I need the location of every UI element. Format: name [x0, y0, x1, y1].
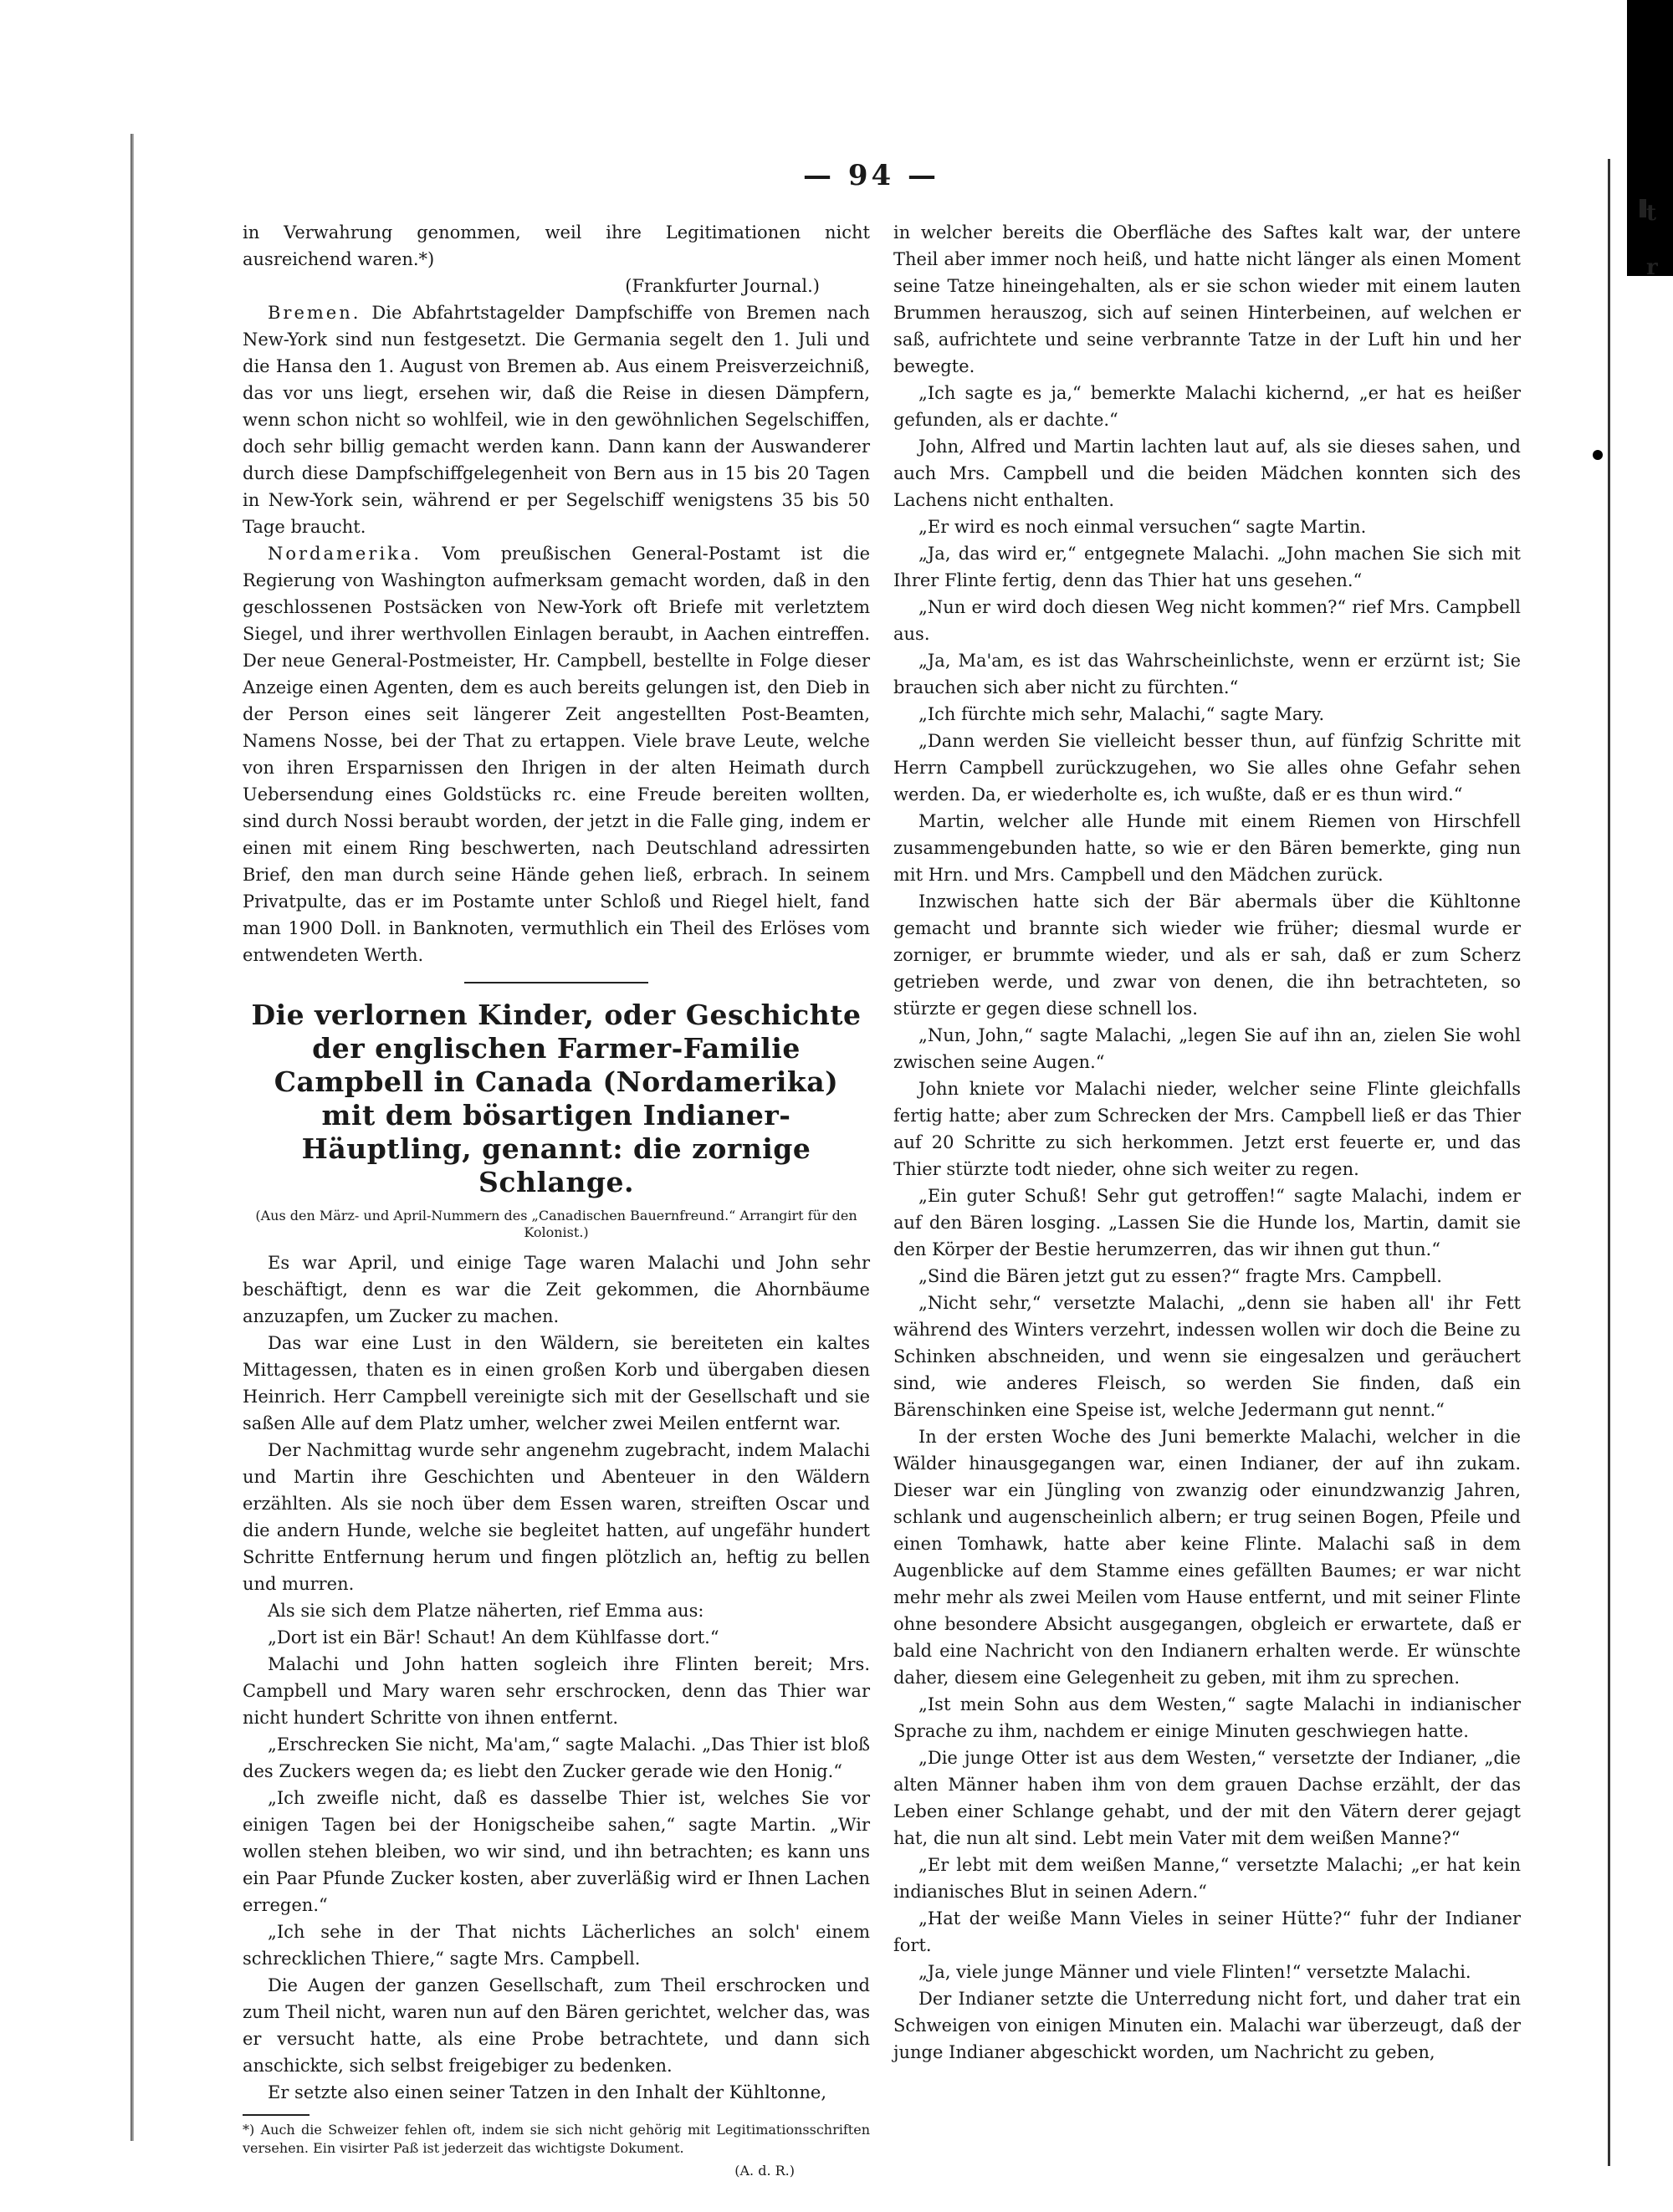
story-paragraph: „Die junge Otter ist aus dem Westen,“ versetzte der Indianer, „die alten Männer haben ihm von dem grauen Dachse erzählt, der das Leben einer Schlange gehabt, und der mit den Vätern derer gejagt hat, die nun alt sind. Lebt mein Vater mit dem weißen Manne?“ — [893, 1748, 1521, 1848]
scan-mark — [1593, 450, 1603, 460]
left-column — [243, 219, 870, 2184]
scan-left-edge — [130, 134, 134, 2141]
scan-right-line — [1608, 159, 1610, 2166]
story-paragraph: Das war eine Lust in den Wäldern, sie bereiteten ein kaltes Mittagessen, thaten es in einen großen Korb und übergaben diesen Heinrich. Herr Campbell vereinigte sich mit der Gesellschaft und sie saßen Alle auf dem Platz umher, welcher zwei Meilen entfernt war. — [243, 1333, 870, 1433]
news-item-nordamerika — [243, 540, 870, 968]
story-paragraph: Es war April, und einige Tage waren Malachi und John sehr beschäftigt, denn es war die Zeit gekommen, die Ahornbäume anzuzapfen, um Zucker zu machen. — [243, 1253, 870, 1326]
story-paragraph: „Ich fürchte mich sehr, Malachi,“ sagte Mary. — [918, 704, 1325, 724]
story-paragraph: Martin, welcher alle Hunde mit einem Riemen von Hirschfell zusammengebunden hatte, so wie er den Bären bemerkte, ging nun mit Hrn. und Mrs. Campbell und den Mädchen zurück. — [893, 811, 1521, 885]
story-paragraph: „Ja, viele junge Männer und viele Flinten!“ versetzte Malachi. — [918, 1962, 1471, 1982]
scan-right-bar — [1627, 0, 1673, 276]
story-source-note: (Aus den März- und April-Nummern des „Canadischen Bauernfreund.“ Arrangirt für den Kolonist.) — [255, 1208, 857, 1240]
footnote: *) Auch die Schweizer fehlen oft, indem sie sich nicht gehörig mit Legitimationsschriften versehen. Ein visirter Paß ist jederzeit das wichtigste Dokument. — [243, 2122, 870, 2156]
scan-mark — [1640, 199, 1646, 217]
story-paragraph: „Hat der weiße Mann Vieles in seiner Hütte?“ fuhr der Indianer fort. — [893, 1908, 1521, 1955]
news-heading: Nordamerika. — [268, 544, 422, 564]
story-paragraph: Die Augen der ganzen Gesellschaft, zum Theil erschrocken und zum Theil nicht, waren nun auf den Bären gerichtet, welcher das, was er versucht hatte, als eine Probe betrachtete, und dann sich anschickte, sich selbst freigebiger zu bedenken. — [243, 1975, 870, 2076]
story-paragraph: Als sie sich dem Platze näherten, rief Emma aus: — [268, 1601, 704, 1621]
story-paragraph: „Ich sehe in der That nichts Lächerliches an solch' einem schrecklichen Thiere,“ sagte Mrs. Campbell. — [243, 1922, 870, 1969]
story-paragraph: „Ich zweifle nicht, daß es dasselbe Thier ist, welches Sie vor einigen Tagen bei der Honigscheibe sahen,“ sagte Martin. „Wir wollen stehen bleiben, wo wir sind, und ihn betrachten; es kann uns ein Paar Pfunde Zucker kosten, aber zuverläßig wird er Ihnen Lachen erregen.“ — [243, 1788, 870, 1915]
right-column — [893, 219, 1521, 2066]
story-paragraph: „Ein guter Schuß! Sehr gut getroffen!“ sagte Malachi, indem er auf den Bären losging. „Lassen Sie die Hunde los, Martin, damit sie den Körper der Bestie herumzerren, das wir ihnen gut thun.“ — [893, 1186, 1521, 1259]
news-text: Vom preußischen General-Postamt ist die Regierung von Washington aufmerksam gemacht worden, daß in den geschlossenen Postsäcken von New-York oft Briefe mit verletztem Siegel, und ihrer werthvollen Einlagen beraubt, in Aachen eintreffen. Der neue General-Postmeister, Hr. Campbell, bestellte in Folge dieser Anzeige einen Agenten, dem es auch bereits gelungen ist, den Dieb in der Person eines seit längerer Zeit angestellten Post-Beamten, Namens Nosse, bei der That zu ertappen. Viele brave Leute, welche von ihren Ersparnissen den Ihrigen in der alten Heimath durch Uebersendung eines Goldstücks rc. eine Freude bereiten wollten, sind durch Nossi beraubt worden, der jetzt in die Falle ging, indem er einen mit einem Ring beschwerten, nach Deutschland adressirten Brief, den man durch seine Hände gehen ließ, erbrach. In seinem Privatpulte, das er im Postamte unter Schloß und Riegel hielt, fand man 1900 Doll. in Banknoten, vermuthlich ein Theil des Erlöses vom entwendeten Werth. — [243, 544, 870, 965]
story-paragraph: John kniete vor Malachi nieder, welcher seine Flinte gleichfalls fertig hatte; aber zum Schrecken der Mrs. Campbell ließ er das Thier auf 20 Schritte zu sich herkommen. Jetzt erst feuerte er, und das Thier stürzte todt nieder, ohne sich weiter zu regen. — [893, 1079, 1521, 1179]
story-paragraph: Er setzte also einen seiner Tatzen in den Inhalt der Kühltonne, — [268, 2082, 827, 2102]
story-paragraph: „Sind die Bären jetzt gut zu essen?“ fragte Mrs. Campbell. — [918, 1266, 1442, 1286]
story-paragraph: John, Alfred und Martin lachten laut auf, als sie dieses sahen, und auch Mrs. Campbell und die beiden Mädchen konnten sich des Lachens nicht enthalten. — [893, 437, 1521, 510]
story-paragraph: „Nun er wird doch diesen Weg nicht kommen?“ rief Mrs. Campbell aus. — [893, 597, 1521, 644]
story-paragraph: „Dann werden Sie vielleicht besser thun, auf fünfzig Schritte mit Herrn Campbell zurückzugehen, wo Sie alles ohne Gefahr sehen werden. Da, er wiederholte es, ich wußte, daß er es thun wird.“ — [893, 731, 1521, 805]
page-number: — 94 — — [803, 159, 939, 192]
story-paragraph: in welcher bereits die Oberfläche des Saftes kalt war, der untere Theil aber immer noch heiß, und hatte nicht länger als einen Moment seine Tatze hineingehalten, als er sie schon wieder mit einem lauten Brummen herauszog, sich auf seinen Hinterbeinen, auf welchen er saß, aufrichtete und seine verbrannte Tatze in der Luft hin und her bewegte. — [893, 222, 1521, 376]
source-citation: (Frankfurter Journal.) — [625, 276, 820, 296]
story-paragraph: „Nicht sehr,“ versetzte Malachi, „denn sie haben all' ihr Fett während des Winters verzehrt, indessen wollen wir doch die Beine zu Schinken abschneiden, und wenn sie eingesalzen und geräuchert sind, wie anderes Fleisch, so werden Sie finden, daß ein Bärenschinken eine Speise ist, welche Jedermann gut nennt.“ — [893, 1293, 1521, 1420]
story-title: Die verlornen Kinder, oder Geschichte der englischen Farmer-Familie Campbell in Canada (Nordamerika) mit dem bösartigen Indianer-Häuptling, genannt: die zornige Schlange. — [251, 999, 862, 1198]
story-paragraph: „Ja, Ma'am, es ist das Wahrscheinlichste, wenn er erzürnt ist; Sie brauchen sich aber nicht zu fürchten.“ — [893, 651, 1521, 697]
story-paragraph: In der ersten Woche des Juni bemerkte Malachi, welcher in die Wälder hinausgegangen war, einen Indianer, der auf ihn zukam. Dieser war ein Jüngling von zwanzig oder einundzwanzig Jahren, schlank und augenscheinlich albern; er trug seinen Bogen, Pfeile und einen Tomhawk, hatte aber keine Flinte. Malachi saß in dem Augenblicke auf dem Stamme eines gefällten Baumes; er war nicht mehr mehr als zwei Meilen vom Hause entfernt, und mit seiner Flinte ohne besondere Absicht ausgegangen, obgleich er erwartete, daß er bald eine Nachricht von den Indianern erhalten werde. Er wünschte daher, diesem eine Gelegenheit zu geben, mit ihm zu sprechen. — [893, 1427, 1521, 1688]
footnote-signature: (A. d. R.) — [734, 2163, 795, 2179]
story-paragraph: Der Indianer setzte die Unterredung nicht fort, und daher trat ein Schweigen von einigen Minuten ein. Malachi war überzeugt, daß der junge Indianer abgeschickt worden, um Nachricht zu geben, — [893, 1989, 1521, 2062]
news-heading: Bremen. — [268, 303, 361, 323]
story-paragraph: „Nun, John,“ sagte Malachi, „legen Sie auf ihn an, zielen Sie wohl zwischen seine Augen.“ — [893, 1025, 1521, 1072]
paragraph: in Verwahrung genommen, weil ihre Legitimationen nicht ausreichend waren.*) — [243, 222, 870, 269]
edge-fragment: t — [1646, 201, 1657, 226]
edge-fragment: r — [1646, 255, 1658, 280]
story-paragraph: Der Nachmittag wurde sehr angenehm zugebracht, indem Malachi und Martin ihre Geschichten und Abenteuer in den Wäldern erzählten. Als sie noch über dem Essen waren, streiften Oscar und die andern Hunde, welche sie begleitet hatten, auf ungefähr hundert Schritte Entfernung herum und fingen plötzlich an, heftig zu bellen und murren. — [243, 1440, 870, 1594]
footnote-rule — [243, 2114, 310, 2116]
story-paragraph: „Er wird es noch einmal versuchen“ sagte Martin. — [918, 517, 1367, 537]
story-paragraph: „Ich sagte es ja,“ bemerkte Malachi kichernd, „er hat es heißer gefunden, als er dachte.“ — [893, 383, 1521, 430]
news-text: Die Abfahrtstagelder Dampfschiffe von Bremen nach New-York sind nun festgesetzt. Die Germania segelt den 1. Juli und die Hansa den 1. August von Bremen ab. Aus einem Preisverzeichniß, das vor uns liegt, ersehen wir, daß die Reise in diesen Dämpfern, wenn schon nicht so wohlfeil, wie in den gewöhnlichen Segelschiffen, doch sehr billig gemacht werden kann. Dann kann der Auswanderer durch diese Dampfschiffgelegenheit von Bern aus in 15 bis 20 Tagen in New-York sein, während er per Segelschiff wenigstens 35 bis 50 Tage braucht. — [243, 303, 870, 537]
story-paragraph: „Dort ist ein Bär! Schaut! An dem Kühlfasse dort.“ — [268, 1627, 719, 1648]
story-paragraph: „Ist mein Sohn aus dem Westen,“ sagte Malachi in indianischer Sprache zu ihm, nachdem er einige Minuten geschwiegen hatte. — [893, 1694, 1521, 1741]
story-paragraph: „Ja, das wird er,“ entgegnete Malachi. „John machen Sie sich mit Ihrer Flinte fertig, denn das Thier hat uns gesehen.“ — [893, 544, 1521, 590]
story-paragraph: „Er lebt mit dem weißen Manne,“ versetzte Malachi; „er hat kein indianisches Blut in seinen Adern.“ — [893, 1855, 1521, 1902]
news-item-bremen — [243, 299, 870, 540]
section-divider — [464, 982, 648, 983]
story-paragraph: Inzwischen hatte sich der Bär abermals über die Kühltonne gemacht und brannte sich wieder wie früher; diesmal wurde er zorniger, er brummte wieder, und als er sah, daß er zum Scherz getrieben werde, und zwar von denen, die ihn betrachteten, so stürzte er gegen diese schnell los. — [893, 891, 1521, 1019]
story-paragraph: Malachi und John hatten sogleich ihre Flinten bereit; Mrs. Campbell und Mary waren sehr erschrocken, denn das Thier war nicht hundert Schritte von ihnen entfernt. — [243, 1654, 870, 1728]
story-paragraph: „Erschrecken Sie nicht, Ma'am,“ sagte Malachi. „Das Thier ist bloß des Zuckers wegen da; es liebt den Zucker gerade wie den Honig.“ — [243, 1734, 870, 1781]
